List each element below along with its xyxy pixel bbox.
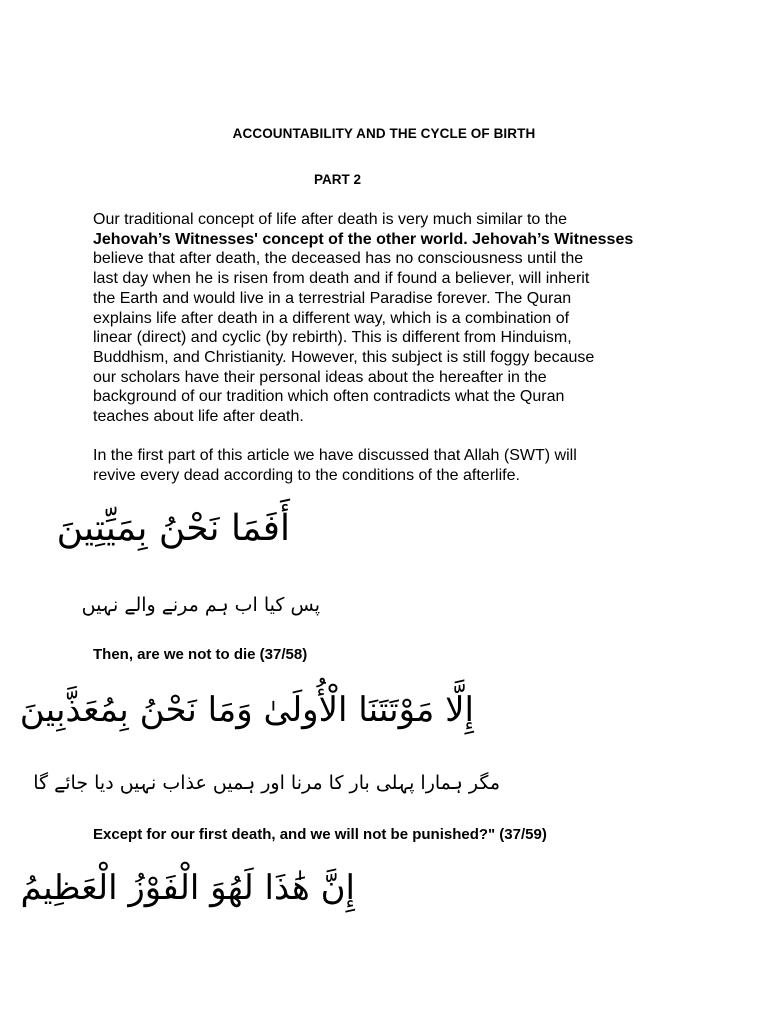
paragraph-line: believe that after death, the deceased has no consciousness until the [93, 250, 584, 268]
paragraph-line: In the first part of this article we have discussed that Allah (SWT) will [93, 447, 577, 464]
verse-arabic-2: إِلَّا مَوْتَتَنَا الْأُولَىٰ وَمَا نَحْنُ بِمُعَذَّبِينَ [19, 690, 474, 730]
paragraph-line-bold: Jehovah’s Witnesses' concept of the other world. Jehovah’s Witnesses [93, 230, 634, 248]
paragraph-line: Buddhism, and Christianity. However, this subject is still foggy because [93, 348, 595, 366]
paragraph-line: last day when he is risen from death and if found a believer, will inherit [93, 270, 590, 288]
verse-urdu-2: مگر ہمارا پہلی بار کا مرنا اور ہمیں عذاب نہیں دیا جائے گا [33, 772, 500, 794]
verse-translation-1: Then, are we not to die (37/58) [93, 646, 308, 663]
verse-translation-2: Except for our first death, and we will not be punished?" (37/59) [93, 826, 547, 843]
verse-arabic-1: أَفَمَا نَحْنُ بِمَيِّتِينَ [56, 508, 290, 549]
paragraph-summary [93, 446, 683, 485]
paragraph-line: revive every dead according to the conditions of the afterlife. [93, 466, 520, 484]
verse-arabic-3: إِنَّ هَٰذَا لَهُوَ الْفَوْزُ الْعَظِيمُ [20, 868, 355, 908]
paragraph-line: linear (direct) and cyclic (by rebirth). This is different from Hinduism, [93, 329, 572, 347]
paragraph-line: teaches about life after death. [93, 408, 304, 426]
paragraph-line: the Earth and would live in a terrestrial Paradise forever. The Quran [93, 289, 572, 307]
verse-urdu-1: پس کیا اب ہم مرنے والے نہیں [81, 594, 320, 616]
document-title: ACCOUNTABILITY AND THE CYCLE OF BIRTH [232, 126, 536, 141]
paragraph-intro [93, 210, 683, 427]
paragraph-line: Our traditional concept of life after death is very much similar to the [93, 211, 567, 228]
paragraph-line: explains life after death in a different way, which is a combination of [93, 309, 570, 327]
paragraph-line: background of our tradition which often contradicts what the Quran [93, 388, 565, 406]
paragraph-line: our scholars have their personal ideas about the hereafter in the [93, 368, 547, 386]
document-subtitle: PART 2 [314, 172, 362, 187]
